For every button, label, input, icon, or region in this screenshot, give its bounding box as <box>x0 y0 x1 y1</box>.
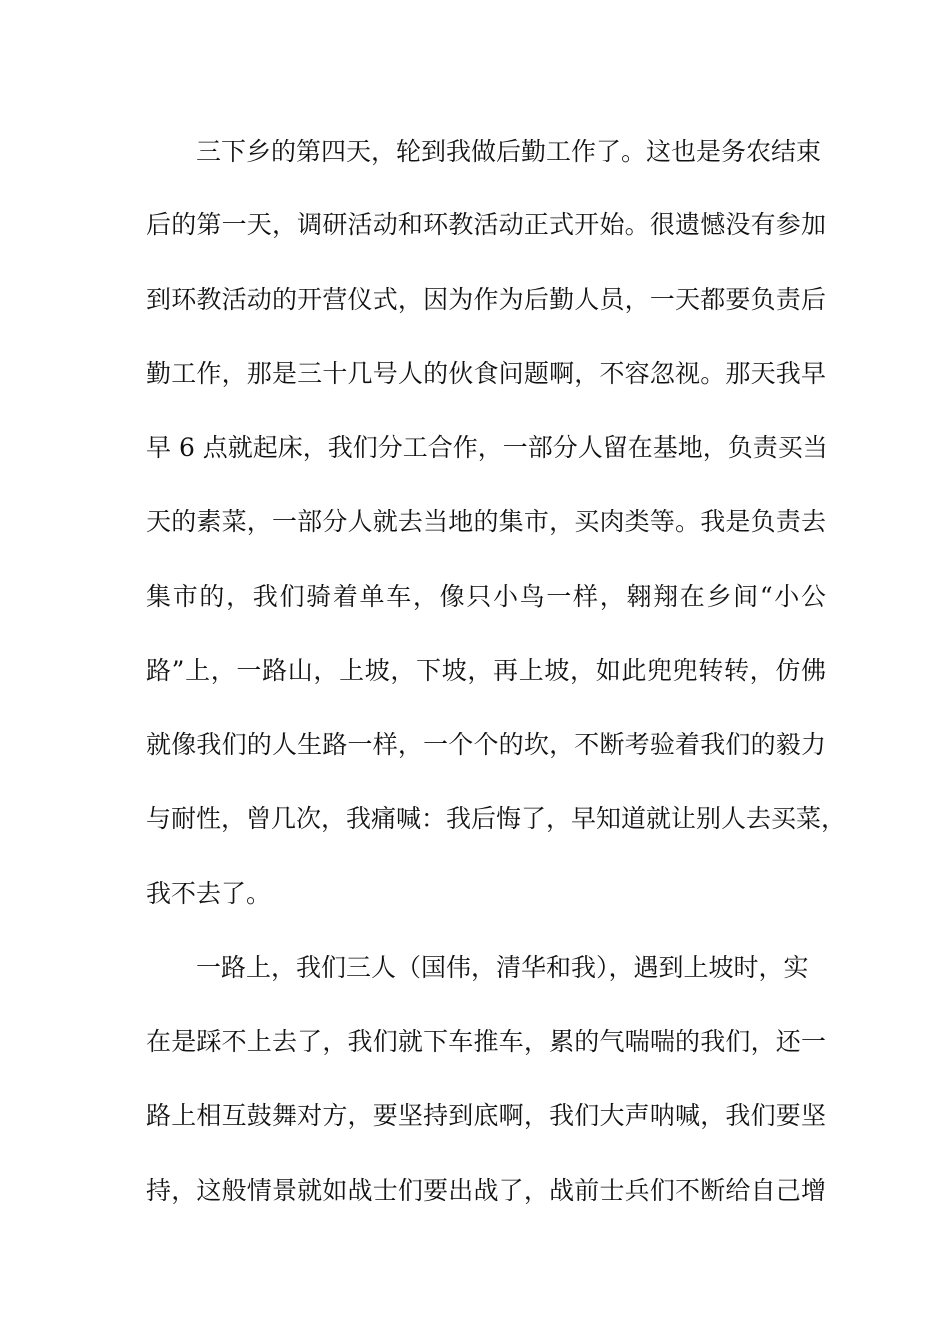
paragraph-1-line-4: 勤工作，那是三十几号人的伙食问题啊，不容忽视。那天我早 <box>146 359 826 388</box>
paragraph-2-line-3: 路上相互鼓舞对方，要坚持到底啊，我们大声呐喊，我们要坚 <box>146 1101 826 1130</box>
paragraph-2-line-4: 持，这般情景就如战士们要出战了，战前士兵们不断给自己增 <box>146 1176 826 1205</box>
paragraph-1-line-7: 集市的，我们骑着单车，像只小鸟一样，翱翔在乡间“小公 <box>146 582 826 611</box>
paragraph-1-line-8: 路”上，一路山，上坡，下坡，再上坡，如此兜兜转转，仿佛 <box>146 656 826 685</box>
paragraph-1-line-1: 三下乡的第四天，轮到我做后勤工作了。这也是务农结束 <box>196 137 822 166</box>
paragraph-2-line-1: 一路上，我们三人（国伟，清华和我），遇到上坡时，实 <box>196 953 809 982</box>
paragraph-1-line-2: 后的第一天，调研活动和环教活动正式开始。很遗憾没有参加 <box>146 210 826 239</box>
paragraph-1-line-3: 到环教活动的开营仪式，因为作为后勤人员，一天都要负责后 <box>146 285 826 314</box>
paragraph-1-line-5: 早 6 点就起床，我们分工合作，一部分人留在基地，负责买当 <box>146 433 828 462</box>
paragraph-1-line-11: 我不去了。 <box>146 879 272 908</box>
paragraph-1-line-10: 与耐性，曾几次，我痛喊：我后悔了，早知道就让别人去买菜， <box>146 804 847 833</box>
paragraph-2-line-2: 在是踩不上去了，我们就下车推车，累的气喘喘的我们，还一 <box>146 1027 826 1056</box>
paragraph-1-line-6: 天的素菜，一部分人就去当地的集市，买肉类等。我是负责去 <box>146 507 826 536</box>
paragraph-1-line-9: 就像我们的人生路一样，一个个的坎，不断考验着我们的毅力 <box>146 730 826 759</box>
